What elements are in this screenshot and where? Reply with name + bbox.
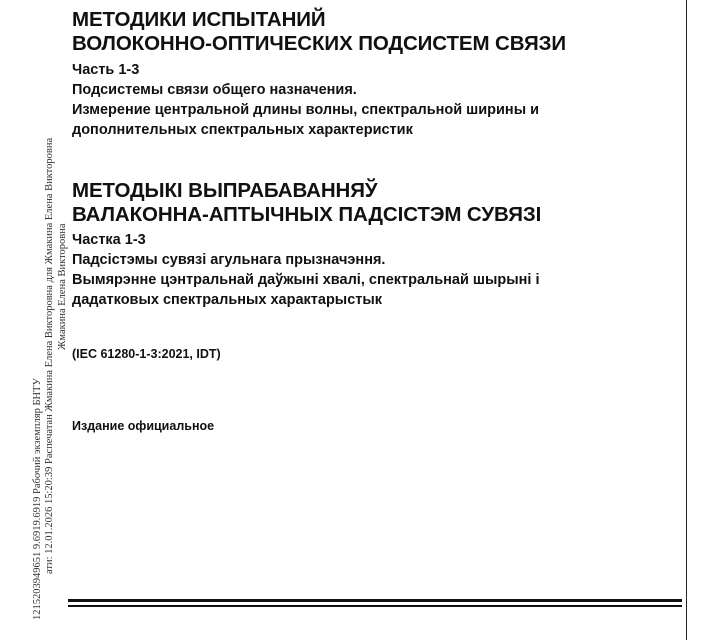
by-title-line-1: МЕТОДЫКІ ВЫПРАБАВАННЯЎ xyxy=(72,179,378,202)
by-title-line-2: ВАЛАКОННА-АПТЫЧНЫХ ПАДСІСТЭМ СУВЯЗІ xyxy=(72,203,542,226)
by-title xyxy=(72,179,541,227)
stamp-line-printed: ати: 12.01.2026 15:20:39 Распечатан Жмакина Елена Викторовна для Жмакина Елена Викторовна xyxy=(44,137,55,574)
by-subtitle-line-3: дадатковых спектральных характарыстык xyxy=(72,292,382,308)
footer-rule-thick xyxy=(68,599,682,602)
stamp-line-user: Жмакина Елена Викторовна xyxy=(57,223,68,350)
by-subtitle xyxy=(72,250,539,310)
ru-title xyxy=(72,8,566,56)
edition-label: Издание официальное xyxy=(72,419,215,433)
by-part-number: Частка 1-3 xyxy=(72,232,146,248)
by-subtitle-line-2: Вымярэнне цэнтральнай даўжыні хвалі, спектральнай шырыні і xyxy=(72,272,540,288)
ru-subtitle xyxy=(72,80,539,140)
standard-reference: (IEC 61280-1-3:2021, IDT) xyxy=(72,347,221,361)
ru-subtitle-line-2: Измерение центральной длины волны, спектральной ширины и xyxy=(72,102,540,118)
ru-subtitle-line-1: Подсистемы связи общего назначения. xyxy=(72,82,357,98)
by-subtitle-line-1: Падсістэмы сувязі агульнага прызначэння. xyxy=(72,252,386,268)
footer-rule-thin xyxy=(68,605,682,607)
ru-title-line-1: МЕТОДИКИ ИСПЫТАНИЙ xyxy=(72,8,326,31)
ru-title-line-2: ВОЛОКОННО-ОПТИЧЕСКИХ ПОДСИСТЕМ СВЯЗИ xyxy=(72,32,566,55)
print-stamp-sidebar xyxy=(30,0,68,620)
ru-subtitle-line-3: дополнительных спектральных характеристик xyxy=(72,122,413,138)
ru-part-number: Часть 1-3 xyxy=(72,62,140,78)
stamp-line-copy: 1215203949651 9.6919.6919 Рабочий экземпляр БНТУ xyxy=(32,378,43,620)
